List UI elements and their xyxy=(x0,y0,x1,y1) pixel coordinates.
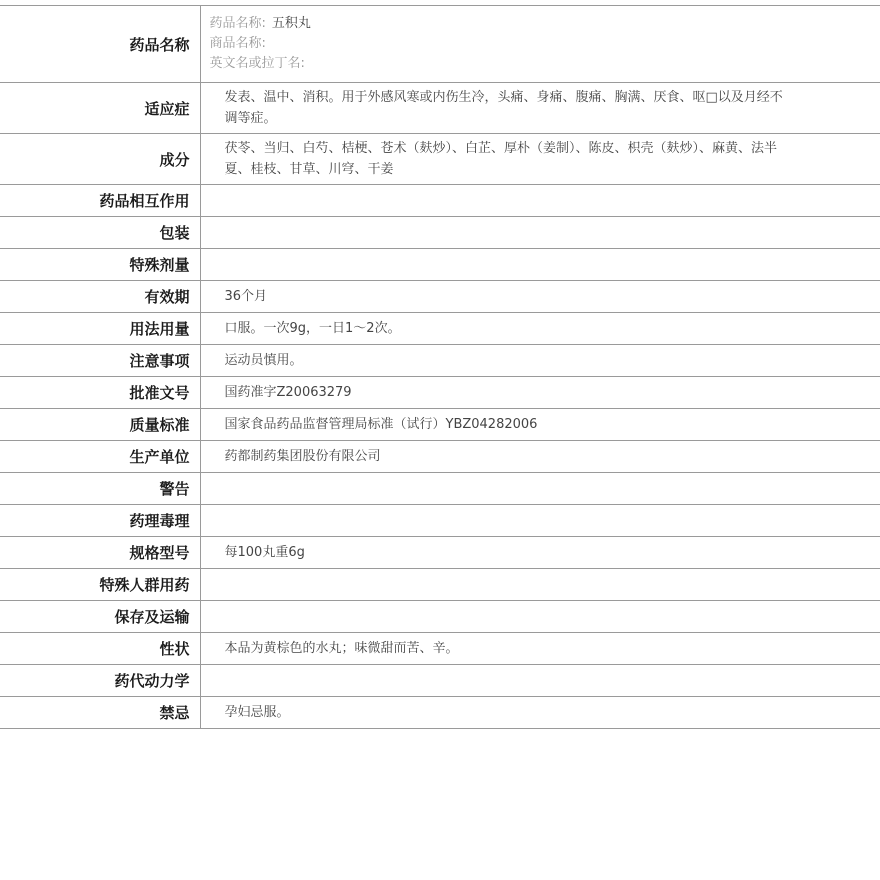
row-label: 适应症 xyxy=(0,83,200,134)
row-ingredients xyxy=(0,134,880,185)
row-pharmacokinetics xyxy=(0,665,880,697)
row-label: 成分 xyxy=(0,134,200,185)
row-label: 特殊剂量 xyxy=(0,249,200,281)
row-label: 药理毒理 xyxy=(0,505,200,537)
row-special-populations xyxy=(0,569,880,601)
row-value: 每100丸重6g xyxy=(200,537,880,569)
row-value xyxy=(200,217,880,249)
row-label: 包装 xyxy=(0,217,200,249)
english-name-line xyxy=(210,54,791,74)
row-indications xyxy=(0,83,880,134)
row-precautions xyxy=(0,345,880,377)
row-label: 质量标准 xyxy=(0,409,200,441)
row-special-dosage xyxy=(0,249,880,281)
row-label: 药代动力学 xyxy=(0,665,200,697)
row-label: 规格型号 xyxy=(0,537,200,569)
row-contraindications xyxy=(0,697,880,729)
row-value: 本品为黄棕色的水丸；味微甜而苦、辛。 xyxy=(200,633,880,665)
generic-name-value: 五积丸 xyxy=(271,16,311,31)
row-label: 注意事项 xyxy=(0,345,200,377)
row-approval-number xyxy=(0,377,880,409)
name-cell xyxy=(200,6,880,83)
row-drug-name xyxy=(0,6,880,83)
row-label: 性状 xyxy=(0,633,200,665)
row-label: 药品相互作用 xyxy=(0,185,200,217)
row-label: 有效期 xyxy=(0,281,200,313)
row-value: 36个月 xyxy=(200,281,880,313)
trade-name-line xyxy=(210,34,791,54)
row-usage xyxy=(0,313,880,345)
row-label: 用法用量 xyxy=(0,313,200,345)
row-value xyxy=(200,185,880,217)
row-label: 生产单位 xyxy=(0,441,200,473)
row-label: 保存及运输 xyxy=(0,601,200,633)
row-label: 药品名称 xyxy=(0,6,200,83)
row-value xyxy=(200,473,880,505)
row-value xyxy=(200,249,880,281)
row-pharmacology xyxy=(0,505,880,537)
row-warning xyxy=(0,473,880,505)
row-value: 发表、温中、消积。用于外感风寒或内伤生冷，头痛、身痛、腹痛、胸满、厌食、呕□以及月经不调等症。 xyxy=(200,83,880,134)
row-label: 警告 xyxy=(0,473,200,505)
row-value: 口服。一次9g，一日1～2次。 xyxy=(200,313,880,345)
row-value xyxy=(200,569,880,601)
row-value: 茯苓、当归、白芍、桔梗、苍术（麸炒）、白芷、厚朴（姜制）、陈皮、枳壳（麸炒）、麻黄、法半夏、桂枝、甘草、川穹、干姜 xyxy=(200,134,880,185)
row-appearance xyxy=(0,633,880,665)
row-quality-standard xyxy=(0,409,880,441)
row-specification xyxy=(0,537,880,569)
row-value xyxy=(200,601,880,633)
row-packaging xyxy=(0,217,880,249)
row-storage xyxy=(0,601,880,633)
row-value: 国药准字Z20063279 xyxy=(200,377,880,409)
trade-name-label: 商品名称: xyxy=(209,36,266,51)
row-shelf-life xyxy=(0,281,880,313)
row-label: 特殊人群用药 xyxy=(0,569,200,601)
row-manufacturer xyxy=(0,441,880,473)
generic-name-line xyxy=(210,14,791,34)
row-value xyxy=(200,665,880,697)
drug-spec-table xyxy=(0,5,880,729)
row-label: 批准文号 xyxy=(0,377,200,409)
generic-name-label: 药品名称: xyxy=(209,16,266,31)
english-name-label: 英文名或拉丁名: xyxy=(209,56,305,71)
row-value: 药都制药集团股份有限公司 xyxy=(200,441,880,473)
row-interactions xyxy=(0,185,880,217)
row-value xyxy=(200,505,880,537)
row-value: 孕妇忌服。 xyxy=(200,697,880,729)
row-value: 国家食品药品监督管理局标准（试行）YBZ04282006 xyxy=(200,409,880,441)
row-value: 运动员慎用。 xyxy=(200,345,880,377)
row-label: 禁忌 xyxy=(0,697,200,729)
